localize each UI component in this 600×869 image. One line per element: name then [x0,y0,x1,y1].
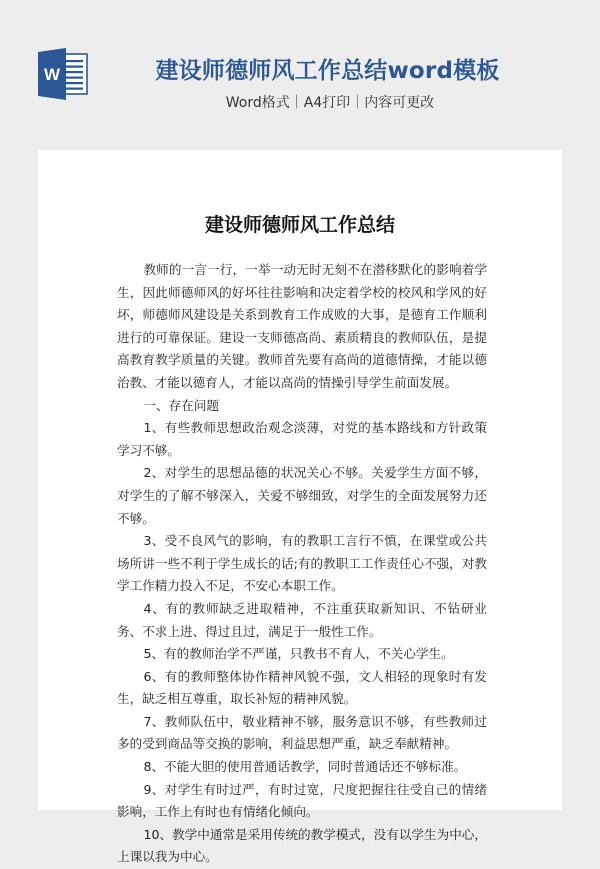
section-heading-problems: 一、存在问题 [143,397,220,413]
template-title: 建设师德师风工作总结word模板 [155,58,500,84]
template-subtitle: Word格式｜A4打印｜内容可更改 [225,95,435,111]
problem-item: 9、对学生有时过严，有时过宽，尺度把握往往受自己的情绪影响，工作上有时也有情绪化倾向。 [117,781,487,820]
problem-item: 2、对学生的思想品德的状况关心不够。关爱学生方面不够，对学生的了解不够深入，关爱不够细致，对学生的全面发展努力还不够。 [117,465,487,526]
document-body [117,259,487,869]
problem-item: 3、受不良风气的影响，有的教职工言行不慎，在课堂或公共场所讲一些不利于学生成长的话;有的教职工工作责任心不强，对教学工作精力投入不足，不安心本职工作。 [117,533,487,594]
problem-item: 4、有的教师缺乏进取精神，不注重获取新知识、不钻研业务、不求上进、得过且过，满足于一般性工作。 [117,600,487,639]
word-icon [36,48,90,100]
problem-item: 8、不能大胆的使用普通话教学，同时普通话还不够标准。 [143,759,467,775]
problem-item: 7、教师队伍中，敬业精神不够，服务意识不够，有些教师过多的受到商品等交换的影响，利益思想严重，缺乏奉献精神。 [117,713,487,752]
problem-item: 1、有些教师思想政治观念淡薄，对党的基本路线和方针政策学习不够。 [117,420,487,458]
header-banner [0,0,600,150]
document-title: 建设师德师风工作总结 [204,214,395,236]
document-page [38,150,562,865]
problem-item: 6、有的教师整体协作精神风貌不强，文人相轻的现象时有发生，缺乏相互尊重，取长补短的精神风貌。 [117,668,487,707]
intro-paragraph: 教师的一言一行，一举一动无时无刻不在潜移默化的影响着学生，因此师德师风的好坏往往影响和决定着学校的校风和学风的好坏，师德师风建设是关系到教育工作成败的大事，是德育工作顺利进行的可靠保证。建设一支师德高尚、素质精良的教师队伍，是提高教育教学质量的关键。教师首先要有高尚的道德情操，才能以德治教、才能以德育人，才能以高尚的情操引导学生前面发展。 [117,262,487,390]
problem-item: 5、有的教师治学不严谨，只教书不育人，不关心学生。 [143,646,454,662]
problem-item: 10、教学中通常是采用传统的教学模式，没有以学生为中心，上课以我为中心。 [117,826,487,865]
svg-text:W: W [44,65,61,84]
